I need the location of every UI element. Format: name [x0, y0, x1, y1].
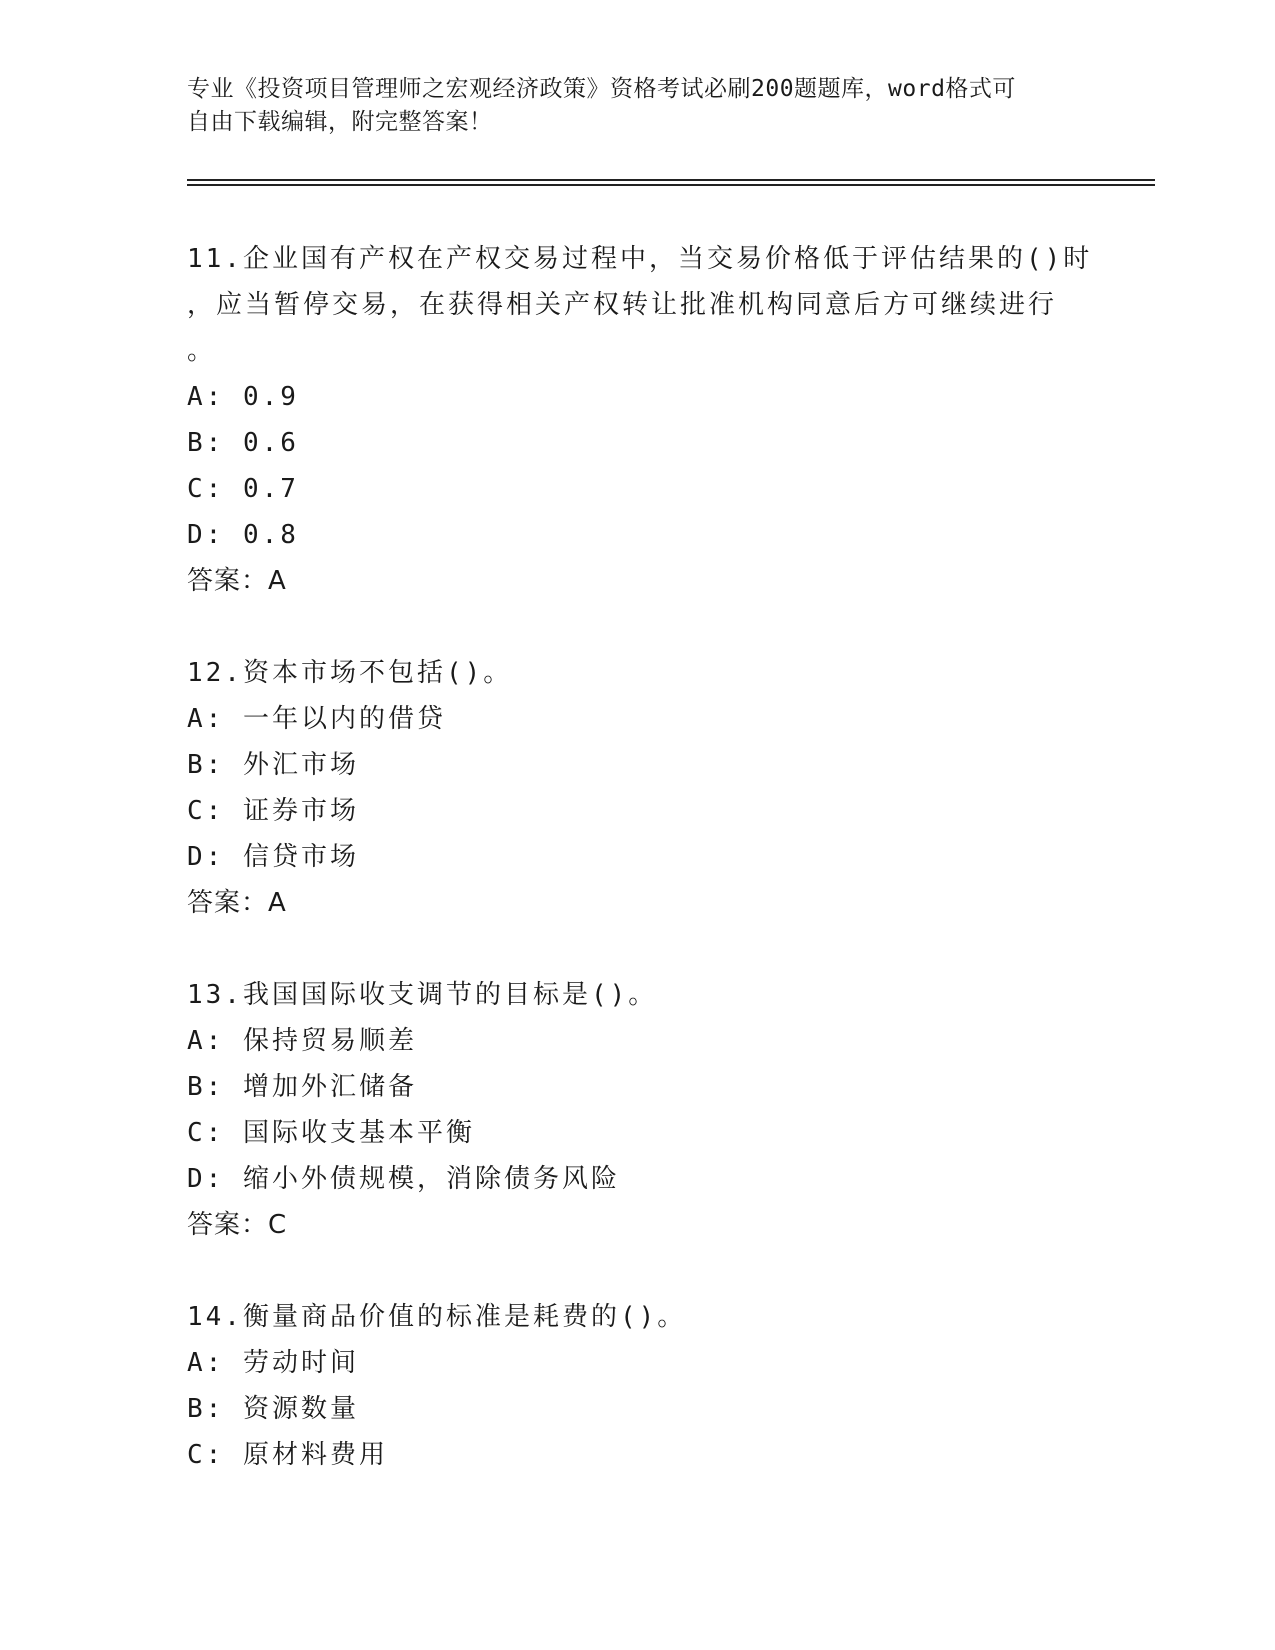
- answer-option: D: 信贷市场: [187, 842, 359, 872]
- question-block: [187, 236, 1093, 604]
- answer-option: D: 0.8: [187, 520, 299, 550]
- question-block: [187, 1294, 1087, 1478]
- question-list: [187, 236, 1093, 1524]
- header-rule-top: [187, 179, 1155, 181]
- header-title-line-2: 自由下载编辑，附完整答案！: [187, 109, 493, 135]
- answer-option: B: 0.6: [187, 428, 299, 458]
- question-block: [187, 650, 1087, 926]
- question-block: [187, 972, 1087, 1248]
- answer-option: C: 国际收支基本平衡: [187, 1118, 475, 1148]
- question-stem-line: 12.资本市场不包括()。: [187, 658, 513, 688]
- answer-key: 答案：A: [187, 566, 287, 596]
- answer-option: A: 0.9: [187, 382, 299, 412]
- answer-option: B: 外汇市场: [187, 750, 359, 780]
- answer-option: A: 保持贸易顺差: [187, 1026, 417, 1056]
- answer-option: C: 原材料费用: [187, 1440, 388, 1470]
- answer-option: D: 缩小外债规模，消除债务风险: [187, 1164, 620, 1194]
- answer-option: C: 0.7: [187, 474, 299, 504]
- answer-option: A: 劳动时间: [187, 1348, 359, 1378]
- answer-option: C: 证券市场: [187, 796, 359, 826]
- answer-key: 答案：A: [187, 888, 287, 918]
- document-header: [187, 73, 1067, 139]
- question-stem-line: 11.企业国有产权在产权交易过程中，当交易价格低于评估结果的()时: [187, 244, 1093, 274]
- question-stem-line: ，应当暂停交易，在获得相关产权转让批准机构同意后方可继续进行: [187, 290, 1058, 320]
- answer-option: A: 一年以内的借贷: [187, 704, 446, 734]
- answer-option: B: 增加外汇储备: [187, 1072, 417, 1102]
- answer-key: 答案：C: [187, 1210, 288, 1240]
- question-stem-line: 14.衡量商品价值的标准是耗费的()。: [187, 1302, 687, 1332]
- header-rule-bottom: [187, 184, 1155, 186]
- question-stem-line: 13.我国国际收支调节的目标是()。: [187, 980, 658, 1010]
- header-title-line-1: 专业《投资项目管理师之宏观经济政策》资格考试必刷200题题库，word格式可: [187, 76, 1016, 102]
- answer-option: B: 资源数量: [187, 1394, 359, 1424]
- question-stem-line: 。: [187, 336, 217, 366]
